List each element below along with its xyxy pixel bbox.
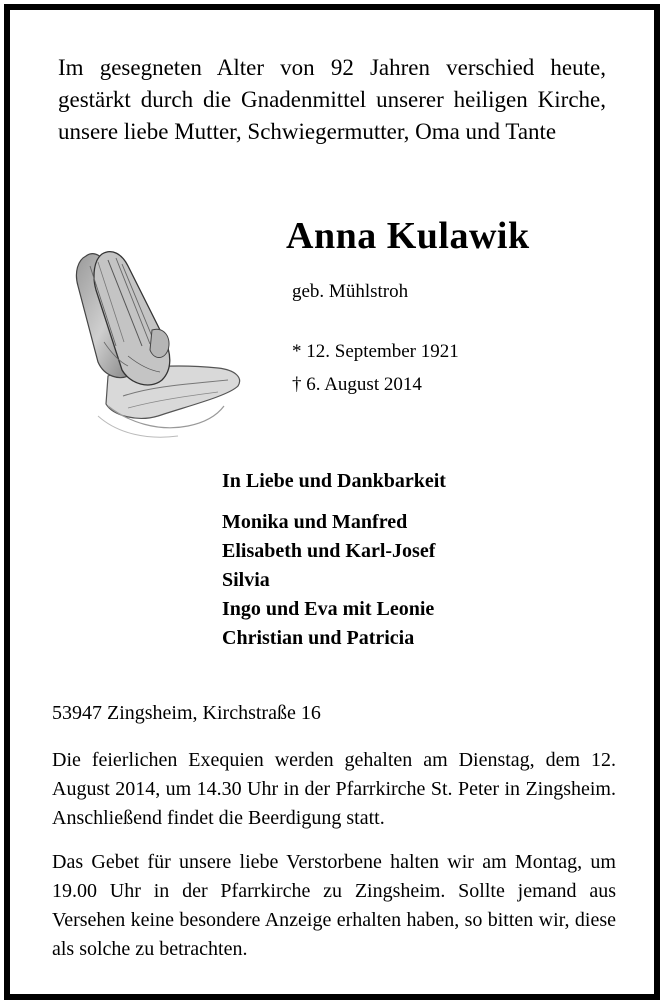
mourner-name: Elisabeth und Karl-Josef bbox=[222, 540, 436, 562]
death-date: † 6. August 2014 bbox=[292, 374, 422, 395]
intro-text: Im gesegneten Alter von 92 Jahren verschied heute, gestärkt durch die Gnadenmittel unserer heiligen Kirche, unsere liebe Mutter, Schwiegermutter, Oma und Tante bbox=[58, 55, 606, 144]
mourner-name: Monika und Manfred bbox=[222, 511, 408, 533]
prayer-paragraph: Das Gebet für unsere liebe Verstorbene halten wir am Montag, um 19.00 Uhr in der Pfarrkirche zu Zingsheim. Sollte jemand aus Versehen keine besondere Anzeige erhalten haben, so bitten wir, diese als solche zu betrachten. bbox=[52, 851, 616, 960]
mourner-name: Ingo und Eva mit Leonie bbox=[222, 598, 435, 620]
mourners-list bbox=[222, 508, 435, 653]
address: 53947 Zingsheim, Kirchstraße 16 bbox=[52, 702, 321, 724]
mourner-name: Christian und Patricia bbox=[222, 627, 415, 649]
maiden-name: geb. Mühlstroh bbox=[292, 281, 409, 302]
deceased-name: Anna Kulawik bbox=[286, 215, 530, 257]
birth-date: * 12. September 1921 bbox=[292, 341, 459, 362]
praying-hands-icon bbox=[68, 246, 248, 442]
funeral-paragraph: Die feierlichen Exequien werden gehalten am Dienstag, dem 12. August 2014, um 14.30 Uhr in der Pfarrkirche St. Peter in Zingsheim. Anschließend findet die Beerdigung statt. bbox=[52, 749, 616, 829]
mourner-name: Silvia bbox=[222, 569, 270, 591]
mourners-heading: In Liebe und Dankbarkeit bbox=[222, 470, 446, 492]
